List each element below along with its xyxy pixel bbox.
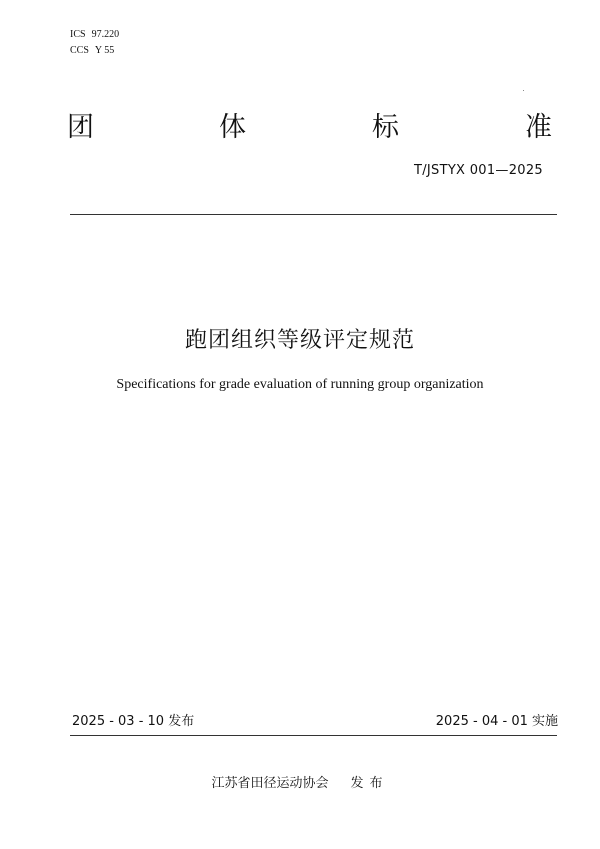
document-title-english: Specifications for grade evaluation of running group organization xyxy=(116,377,484,392)
standard-type-char-2: 体 xyxy=(219,112,246,143)
publisher-action: 发布 xyxy=(350,776,389,791)
ccs-classification xyxy=(70,45,114,57)
implementation-date: 2025 - 04 - 01 实施 xyxy=(435,714,558,729)
standard-type-char-1: 团 xyxy=(67,112,94,143)
standard-type-char-3: 标 xyxy=(372,112,399,143)
ccs-code: Y 55 xyxy=(94,45,115,56)
ics-label: ICS xyxy=(70,29,86,40)
issue-date: 2025 - 03 - 10 发布 xyxy=(72,714,195,729)
ccs-label: CCS xyxy=(70,45,89,56)
document-title-chinese: 跑团组织等级评定规范 xyxy=(184,328,415,353)
header-divider xyxy=(70,214,557,215)
publisher-name: 江苏省田径运动协会 xyxy=(211,776,329,791)
ics-code: 97.220 xyxy=(91,29,120,40)
ics-classification xyxy=(70,29,119,41)
standard-type-char-4: 准 xyxy=(525,112,552,143)
corner-mark xyxy=(523,90,524,91)
standard-number: T/JSTYX 001—2025 xyxy=(413,163,543,178)
footer-divider xyxy=(70,735,557,736)
publisher-line xyxy=(0,775,600,793)
